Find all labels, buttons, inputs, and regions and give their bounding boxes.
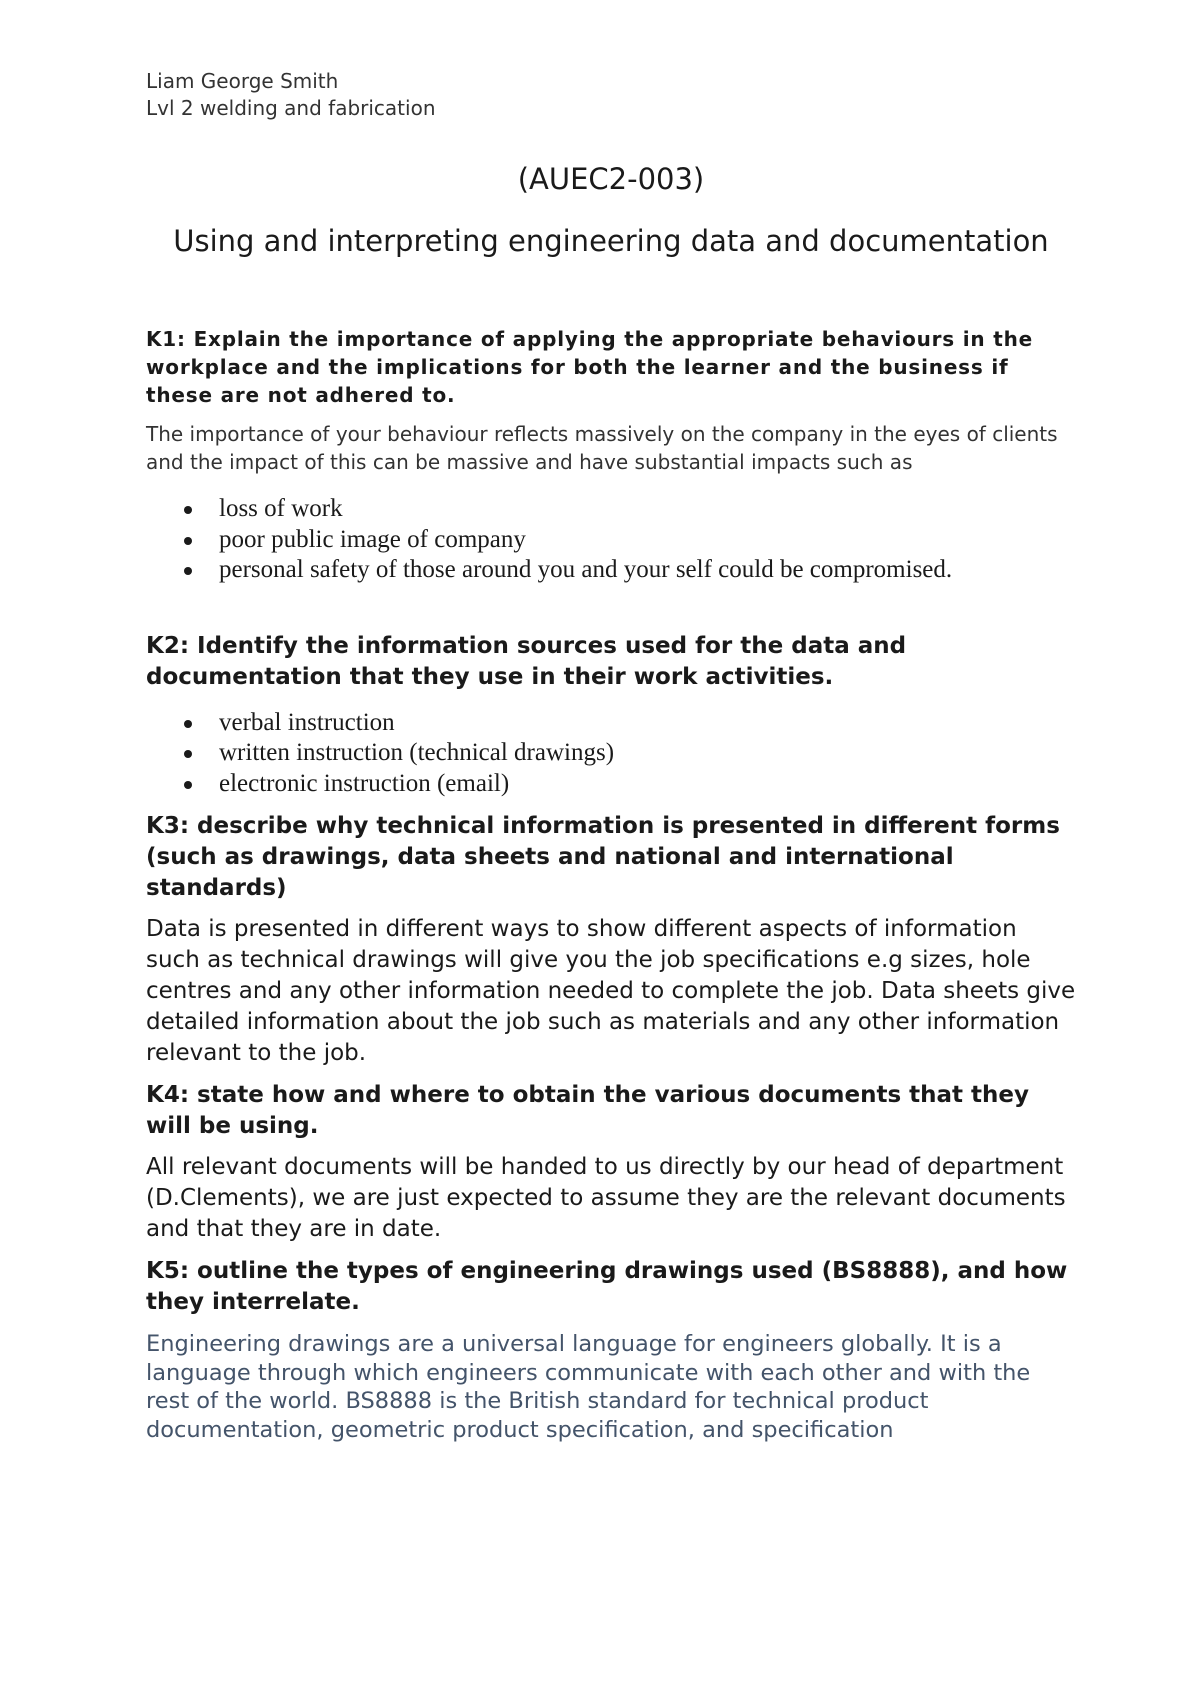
- k5-heading: K5: outline the types of engineering drawings used (BS8888), and how they interrelate.: [146, 1258, 1068, 1315]
- k2-heading: K2: Identify the information sources used for the data and documentation that they use in their work activities.: [146, 632, 907, 690]
- bullet-icon: [184, 720, 192, 728]
- k3-body: Data is presented in different ways to show different aspects of information such as technical drawings will give you the job specifications e.g sizes, hole centres and any other information needed to complete the job. Data sheets give detailed information about the job such as materials and any other information relevant to the job.: [146, 916, 1076, 1066]
- list-item-text: personal safety of those around you and your self could be compromised.: [219, 556, 953, 583]
- bullet-icon: [184, 506, 192, 514]
- k1-body: The importance of your behaviour reflects massively on the company in the eyes of clients and the impact of this can be massive and have substantial impacts such as: [146, 422, 1058, 474]
- list-item-text: verbal instruction: [219, 708, 395, 736]
- bullet-icon: [184, 537, 192, 545]
- bullet-icon: [184, 750, 192, 758]
- list-item-text: poor public image of company: [219, 525, 526, 553]
- k5-body: Engineering drawings are a universal language for engineers globally. It is a language through which engineers communicate with each other and with the rest of the world. BS8888 is the British standard for technical product documentation, geometric product specification, and specification: [146, 1331, 1031, 1443]
- list-item: [146, 555, 1076, 586]
- list-item-text: written instruction (technical drawings): [219, 739, 615, 766]
- k2-bullet-list: [146, 708, 1076, 800]
- list-item: [146, 525, 1076, 556]
- document-content: [146, 68, 1076, 1444]
- k4-body: All relevant documents will be handed to us directly by our head of department (D.Clements), we are just expected to assume they are the relevant documents and that they are in date.: [146, 1154, 1066, 1242]
- bullet-icon: [184, 781, 192, 789]
- k1-bullet-list: [146, 494, 1076, 586]
- list-item-text: electronic instruction (email): [219, 769, 510, 797]
- k1-heading: K1: Explain the importance of applying the appropriate behaviours in the workplace and the implications for both the learner and the business if these are not adhered to.: [146, 327, 1033, 407]
- list-item: [146, 708, 1076, 739]
- list-item: [146, 738, 1076, 769]
- author-name: Liam George Smith: [146, 69, 339, 93]
- unit-title: Using and interpreting engineering data and documentation: [173, 224, 1049, 258]
- bullet-icon: [184, 567, 192, 575]
- course-name: Lvl 2 welding and fabrication: [146, 96, 436, 120]
- list-item: [146, 769, 1076, 800]
- k4-heading: K4: state how and where to obtain the various documents that they will be using.: [146, 1082, 1029, 1139]
- list-item: [146, 494, 1076, 525]
- k3-heading: K3: describe why technical information is presented in different forms (such as drawings, data sheets and national and international standards): [146, 813, 1060, 901]
- unit-code: (AUEC2-003): [517, 162, 705, 196]
- list-item-text: loss of work: [219, 495, 343, 522]
